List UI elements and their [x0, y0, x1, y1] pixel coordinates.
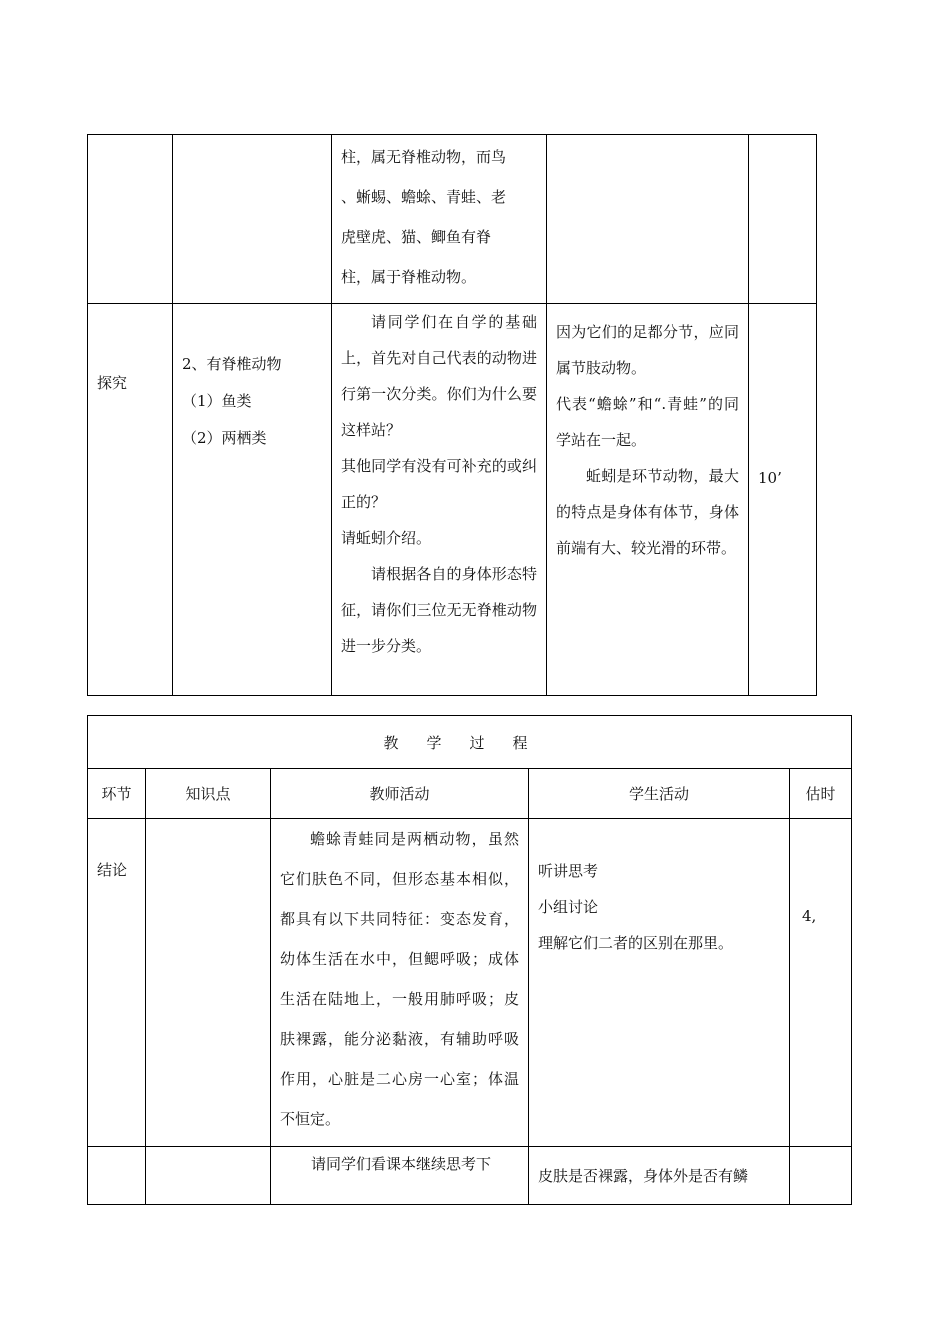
column-header: 知识点 — [146, 769, 271, 819]
teacher-paragraph: 蟾蜍青蛙同是两栖动物，虽然它们肤色不同，但形态基本相似，都具有以下共同特征：变态发育，幼体生活在水中，但鳃呼吸；成体生活在陆地上，一般用肺呼吸；皮肤裸露，能分泌黏液，有辅助呼吸作用，心脏是二心房一心室；体温不恒定。 — [280, 830, 519, 1128]
student-paragraph: 皮肤是否裸露，身体外是否有鳞 — [538, 1167, 749, 1185]
table-row — [88, 304, 817, 696]
time-cell — [749, 135, 817, 304]
teacher-paragraph: 请同学们在自学的基础上，首先对自己代表的动物进行第一次分类。你们为什么要这样站？ — [341, 313, 537, 439]
section-label: 探究 — [97, 374, 128, 392]
teacher-line: 虎壁虎、猫、鲫鱼有脊 — [341, 228, 492, 246]
knowledge-line: （2）两栖类 — [182, 429, 267, 447]
knowledge-cell — [146, 819, 271, 1147]
student-line: 听讲思考 — [538, 862, 599, 880]
student-activity-cell — [547, 304, 749, 696]
student-activity-cell — [547, 135, 749, 304]
teacher-paragraph: 请同学们看课本继续思考下 — [311, 1155, 492, 1173]
student-line: 小组讨论 — [538, 898, 599, 916]
knowledge-cell — [173, 304, 332, 696]
knowledge-cell — [146, 1147, 271, 1205]
table-row — [88, 819, 852, 1147]
teacher-activity-cell — [271, 1147, 529, 1205]
table-title: 教学过程 — [88, 716, 852, 769]
section-label: 结论 — [97, 861, 128, 879]
section-cell — [88, 135, 173, 304]
teacher-line: 、蜥蜴、蟾蜍、青蛙、老 — [341, 188, 507, 206]
student-paragraph: 蚯蚓是环节动物，最大的特点是身体有体节，身体前端有大、较光滑的环带。 — [556, 467, 739, 557]
teacher-paragraph: 请根据各自的身体形态特征，请你们三位无无脊椎动物进一步分类。 — [341, 565, 537, 655]
table-row — [88, 1147, 852, 1205]
column-header: 教师活动 — [271, 769, 529, 819]
teacher-activity-cell — [332, 135, 547, 304]
teacher-activity-cell — [271, 819, 529, 1147]
time-estimate: 10’ — [758, 469, 782, 487]
knowledge-line: 2、有脊椎动物 — [182, 355, 282, 373]
student-activity-cell — [529, 819, 790, 1147]
teacher-line: 柱，属于脊椎动物。 — [341, 268, 477, 286]
table-header-row — [88, 769, 852, 819]
column-header: 环节 — [88, 769, 146, 819]
knowledge-line: （1）鱼类 — [182, 392, 252, 410]
teaching-process-table — [87, 715, 852, 1205]
lesson-table-continued — [87, 134, 817, 696]
time-estimate: 4, — [802, 907, 817, 925]
student-activity-cell — [529, 1147, 790, 1205]
section-cell — [88, 304, 173, 696]
section-cell — [88, 819, 146, 1147]
student-paragraph: 代表“蟾蜍”和“.青蛙”的同学站在一起。 — [556, 395, 739, 449]
time-cell — [749, 304, 817, 696]
teacher-activity-cell — [332, 304, 547, 696]
section-cell — [88, 1147, 146, 1205]
time-cell — [790, 819, 852, 1147]
teacher-paragraph: 其他同学有没有可补充的或纠正的？ — [341, 457, 537, 511]
table-title-row — [88, 716, 852, 769]
teacher-line: 柱，属无脊椎动物，而鸟 — [341, 148, 507, 166]
column-header: 学生活动 — [529, 769, 790, 819]
knowledge-cell — [173, 135, 332, 304]
table-row — [88, 135, 817, 304]
student-line: 理解它们二者的区别在那里。 — [538, 934, 734, 952]
column-header: 估时 — [790, 769, 852, 819]
time-cell — [790, 1147, 852, 1205]
teacher-paragraph: 请蚯蚓介绍。 — [341, 529, 432, 547]
student-paragraph: 因为它们的足都分节，应同属节肢动物。 — [556, 323, 739, 377]
